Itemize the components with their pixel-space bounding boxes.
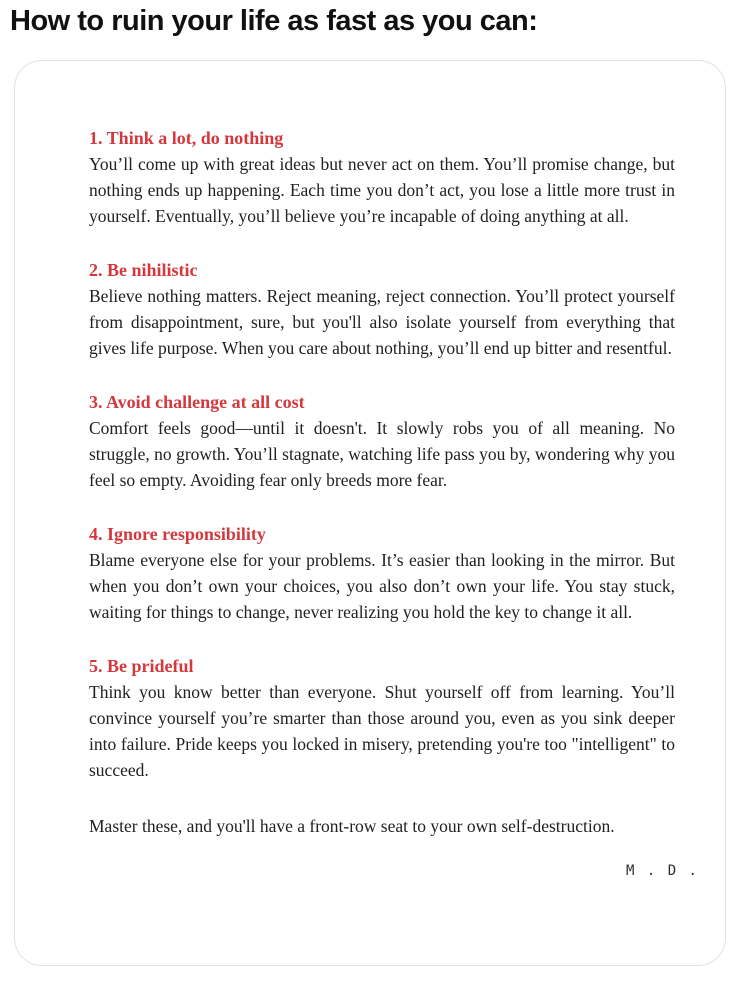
section-heading: 5. Be prideful [89, 656, 194, 676]
section-body: Blame everyone else for your problems. It’s easier than looking in the mirror. But when you don’t own your choices, you also don’t own your life. You stay stuck, waiting for things to change, never realizing you hold the key to change it all. [89, 550, 675, 622]
section-body: You’ll come up with great ideas but never act on them. You’ll promise change, but nothing ends up happening. Each time you don’t act, you lose a little more trust in yourself. Eventually, you’ll believe you’re incapable of doing anything at all. [89, 154, 675, 226]
section-heading: 4. Ignore responsibility [89, 524, 266, 544]
section-be-nihilistic [89, 257, 675, 361]
section-body: Believe nothing matters. Reject meaning, reject connection. You’ll protect yourself from disappointment, sure, but you'll also isolate yourself from everything that gives life purpose. When you care about nothing, you’ll end up bitter and resentful. [89, 286, 675, 358]
closing-line: Master these, and you'll have a front-row seat to your own self-destruction. [89, 816, 615, 836]
section-heading: 2. Be nihilistic [89, 260, 198, 280]
section-body: Comfort feels good—until it doesn't. It slowly robs you of all meaning. No struggle, no growth. You’ll stagnate, watching life pass you by, wondering why you feel so empty. Avoiding fear only breeds more fear. [89, 418, 675, 490]
section-think-a-lot [89, 125, 675, 229]
section-be-prideful [89, 653, 675, 783]
section-heading: 1. Think a lot, do nothing [89, 128, 284, 148]
text-post-card [14, 60, 726, 966]
author-signature: M . D . [625, 863, 699, 879]
section-body: Think you know better than everyone. Shut yourself off from learning. You’ll convince yourself you’re smarter than those around you, even as you sink deeper into failure. Pride keeps you locked in misery, pretending you're too "intelligent" to succeed. [89, 682, 675, 780]
section-avoid-challenge [89, 389, 675, 493]
page-title: How to ruin your life as fast as you can: [10, 5, 538, 37]
section-ignore-responsibility [89, 521, 675, 625]
card-content [15, 61, 725, 879]
section-heading: 3. Avoid challenge at all cost [89, 392, 305, 412]
